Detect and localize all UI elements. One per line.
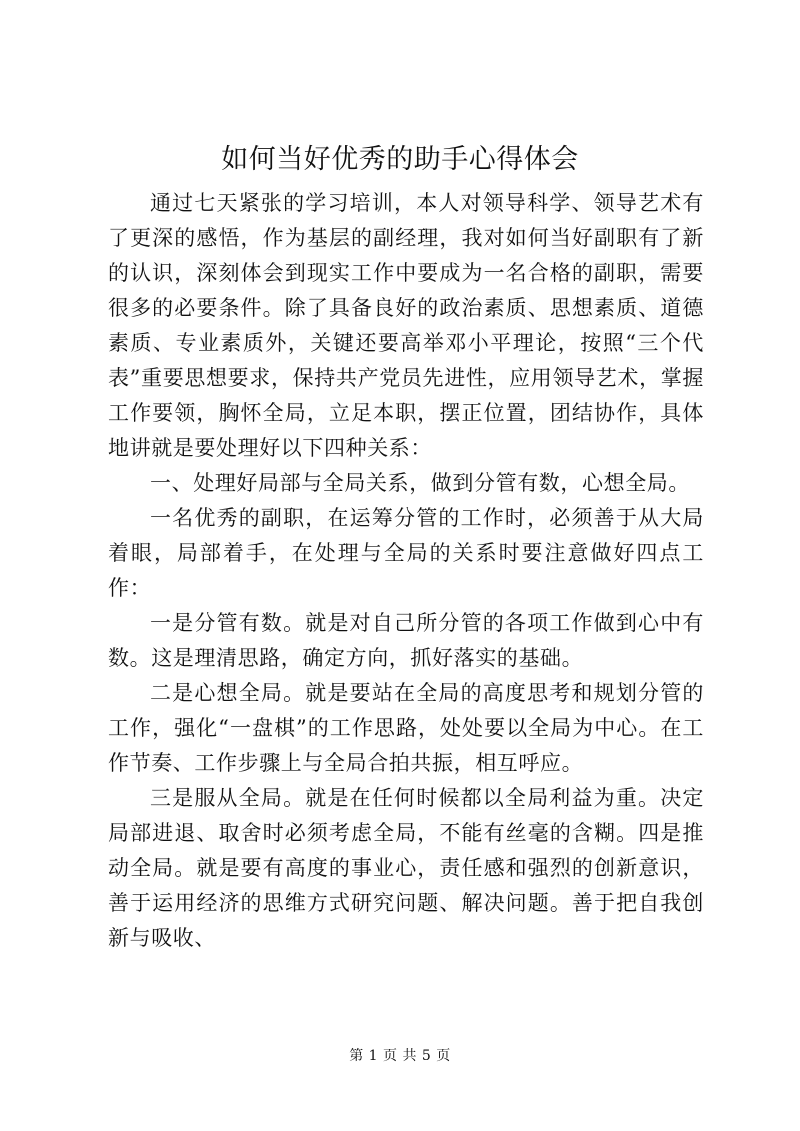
document-body [108, 186, 704, 956]
document-title: 如何当好优秀的助手心得体会 [221, 144, 579, 175]
paragraph-section-heading: 一、处理好局部与全局关系，做到分管有数，心想全局。 [150, 471, 690, 495]
page-number-footer: 第 1 页 共 5 页 [349, 1048, 451, 1064]
paragraph-point-three-four: 三是服从全局。就是在任何时候都以全局利益为重。决定局部进退、取舍时必须考虑全局，不能有丝毫的含糊。四是推动全局。就是要有高度的事业心，责任感和强烈的创新意识，善于运用经济的思维方式研究问题、解决问题。善于把自我创新与吸收、 [108, 786, 704, 950]
paragraph-point-one: 一是分管有数。就是对自己所分管的各项工作做到心中有数。这是理清思路，确定方向，抓好落实的基础。 [108, 611, 704, 670]
paragraph-point-two: 二是心想全局。就是要站在全局的高度思考和规划分管的工作，强化“一盘棋”的工作思路，处处要以全局为中心。在工作节奏、工作步骤上与全局合拍共振，相互呼应。 [108, 681, 704, 775]
paragraph-section-intro: 一名优秀的副职，在运筹分管的工作时，必须善于从大局着眼，局部着手，在处理与全局的关系时要注意做好四点工作： [108, 506, 704, 600]
paragraph-intro: 通过七天紧张的学习培训，本人对领导科学、领导艺术有了更深的感悟，作为基层的副经理，我对如何当好副职有了新的认识，深刻体会到现实工作中要成为一名合格的副职，需要很多的必要条件。除了具备良好的政治素质、思想素质、道德素质、专业素质外，关键还要高举邓小平理论，按照“三个代表”重要思想要求，保持共产党员先进性，应用领导艺术，掌握工作要领，胸怀全局，立足本职，摆正位置，团结协作，具体地讲就是要处理好以下四种关系： [108, 191, 704, 460]
